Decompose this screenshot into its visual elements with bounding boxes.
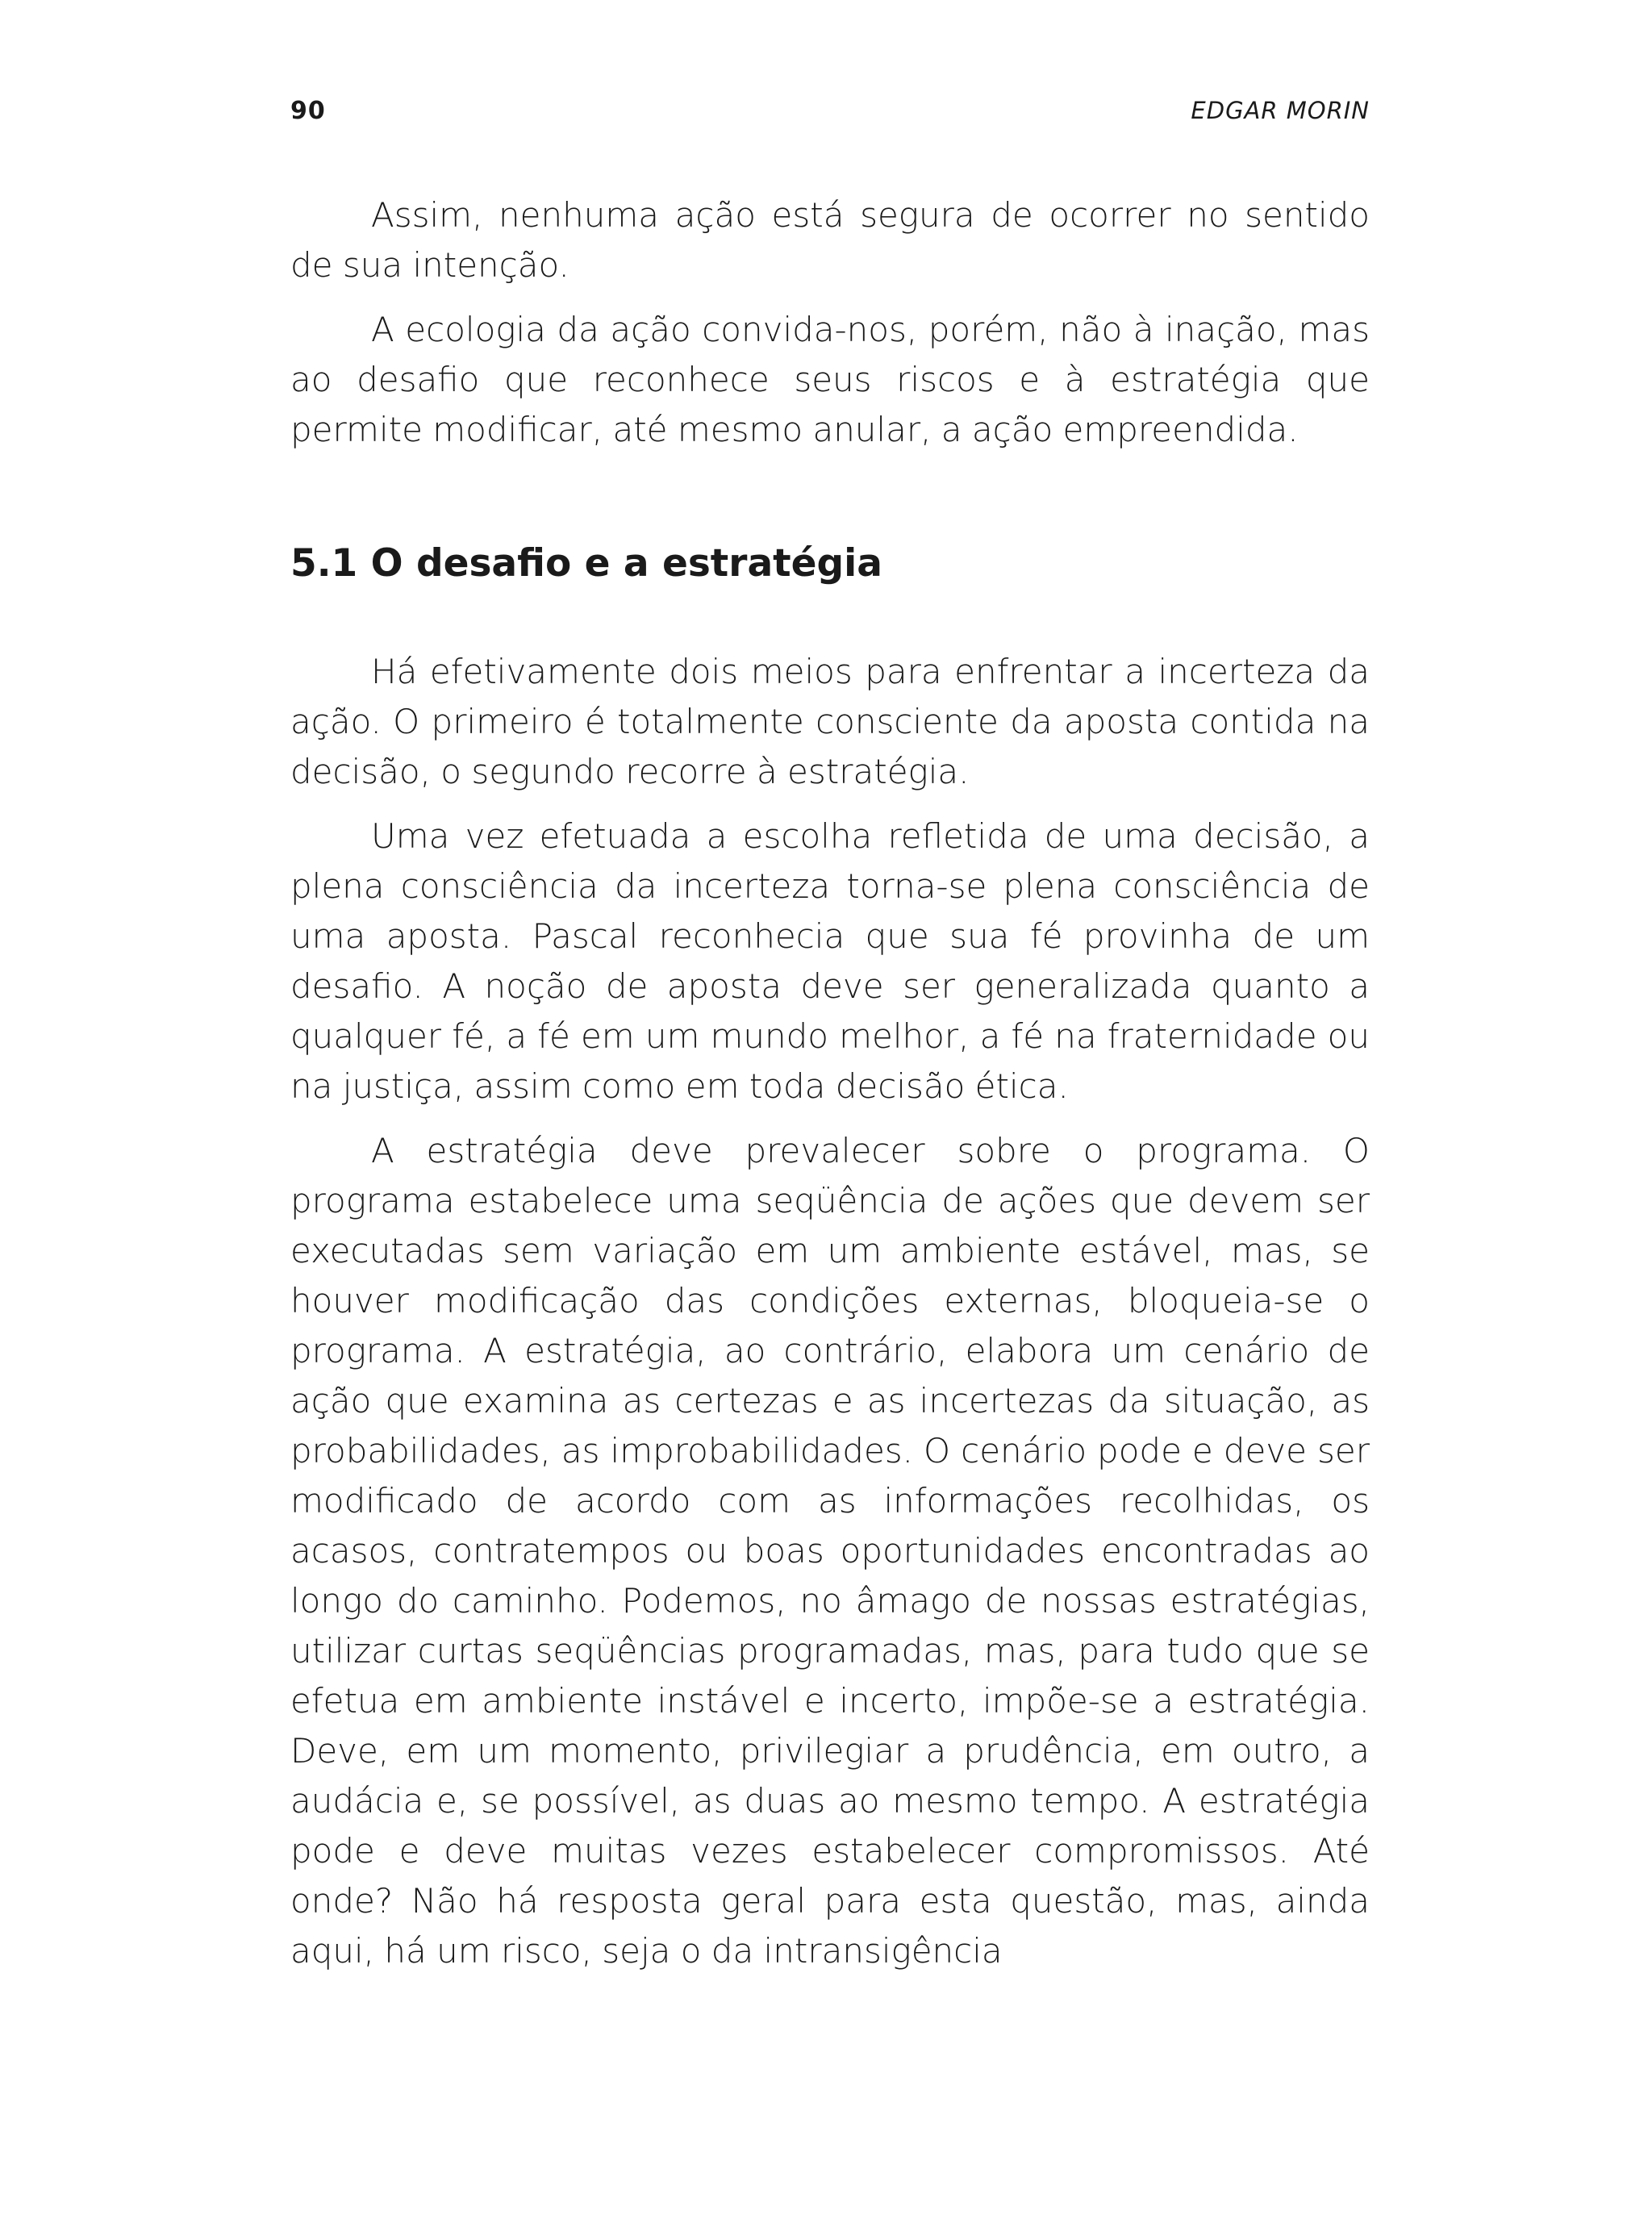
paragraph-1: Assim, nenhuma ação está segura de ocorrer no sentido de sua intenção.: [290, 195, 1370, 285]
running-head-author: EDGAR MORIN: [1191, 97, 1370, 124]
paragraph-2: A ecologia da ação convida-nos, porém, não à inação, mas ao desafio que reconhece seus riscos e à estratégia que permite modificar, até mesmo anular, a ação empreendida.: [290, 310, 1370, 449]
page-body: [290, 190, 1370, 1991]
paragraph-3: Há efetivamente dois meios para enfrentar a incerteza da ação. O primeiro é totalmente consciente da aposta contida na decisão, o segundo recorre à estratégia.: [290, 652, 1370, 791]
page-number: 90: [290, 97, 326, 125]
page-header: [290, 89, 1370, 129]
paragraph-4: Uma vez efetuada a escolha refletida de uma decisão, a plena consciência da incerteza torna-se plena consciência de uma aposta. Pascal reconhecia que sua fé provinha de um desafio. A noção de aposta deve ser generalizada quanto a qualquer fé, a fé em um mundo melhor, a fé na fraternidade ou na justiça, assim como em toda decisão ética.: [290, 816, 1370, 1106]
paragraph-5: A estratégia deve prevalecer sobre o programa. O programa estabelece uma seqüência de ações que devem ser executadas sem variação em um ambiente estável, mas, se houver modificação das condições externas, bloqueia-se o programa. A estratégia, ao contrário, elabora um cenário de ação que examina as certezas e as incertezas da situação, as probabilidades, as improbabilidades. O cenário pode e deve ser modificado de acordo com as informações recolhidas, os acasos, contratempos ou boas oportunidades encontradas ao longo do caminho. Podemos, no âmago de nossas estratégias, utilizar curtas seqüências programadas, mas, para tudo que se efetua em ambiente instável e incerto, impõe-se a estratégia. Deve, em um momento, privilegiar a prudência, em outro, a audácia e, se possível, as duas ao mesmo tempo. A estratégia pode e deve muitas vezes estabelecer compromissos. Até onde? Não há resposta geral para esta questão, mas, ainda aqui, há um risco, seja o da intransigência: [290, 1131, 1370, 1971]
section-heading: 5.1 O desafio e a estratégia: [290, 541, 882, 586]
